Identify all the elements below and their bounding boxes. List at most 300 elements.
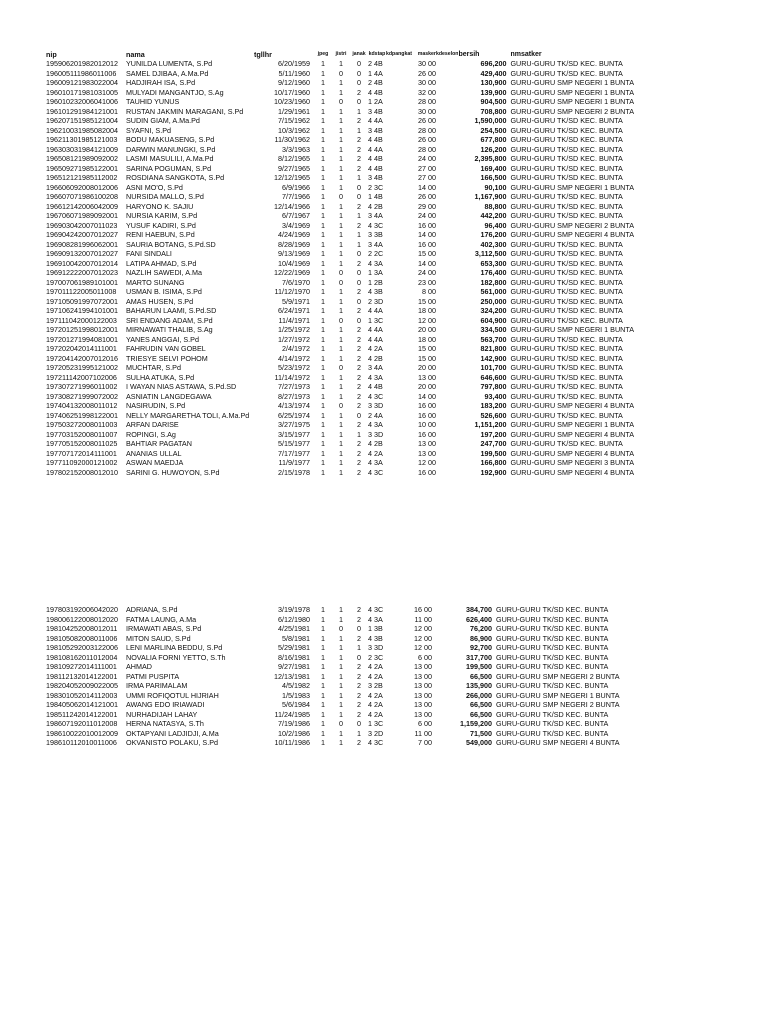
cell-masker: 15 00 [417, 344, 436, 353]
cell-nama: AHMAD [126, 662, 152, 671]
table-row [46, 325, 660, 335]
cell-nip: 196903042007011023 [46, 220, 118, 230]
cell-kdstap-kdpangkat: 2 3D [368, 296, 384, 306]
cell-jistri: 1 [339, 296, 343, 306]
cell-kdstap-kdpangkat: 4 4B [368, 382, 383, 391]
cell-nip: 197201271994081001 [46, 334, 118, 344]
table-row [46, 192, 660, 202]
cell-masker: 20 00 [417, 382, 436, 391]
cell-kdeselon [432, 719, 444, 729]
table-row [46, 240, 660, 250]
cell-nmsatker: GURU-GURU TK/SD KEC. BUNTA [496, 633, 609, 643]
cell-kdeselon [436, 439, 459, 449]
cell-nmsatker: GURU-GURU TK/SD KEC. BUNTA [496, 681, 609, 690]
cell-jpeg: 1 [321, 277, 325, 287]
cell-janak: 2 [357, 633, 361, 643]
cell-janak: 0 [357, 624, 361, 633]
cell-masker: 18 00 [417, 306, 436, 315]
cell-janak: 0 [357, 97, 361, 106]
cell-nmsatker: GURU-GURU TK/SD KEC. BUNTA [510, 277, 623, 287]
cell-kdeselon [436, 192, 459, 202]
cell-masker: 8 00 [421, 287, 436, 296]
cell-janak: 1 [357, 239, 361, 249]
cell-jpeg: 1 [321, 671, 325, 681]
cell-nip: 197711092000121002 [46, 458, 118, 467]
cell-janak: 2 [357, 662, 361, 671]
cell-janak: 2 [357, 287, 361, 296]
cell-janak: 2 [357, 154, 361, 163]
cell-nmsatker: GURU-GURU TK/SD KEC. BUNTA [510, 154, 623, 163]
cell-nmsatker: GURU-GURU TK/SD KEC. BUNTA [510, 173, 623, 182]
cell-nmsatker: GURU-GURU TK/SD KEC. BUNTA [510, 287, 623, 296]
cell-kdstap-kdpangkat: 1 4A [368, 68, 383, 78]
cell-jpeg: 1 [321, 135, 325, 144]
cell-kdstap-kdpangkat: 4 2A [368, 662, 383, 671]
header-nmsatker: nmsatker [510, 51, 542, 58]
cell-nmsatker: GURU-GURU TK/SD KEC. BUNTA [510, 249, 623, 258]
cell-janak: 2 [357, 401, 361, 410]
cell-kdeselon [432, 624, 444, 634]
cell-jistri: 1 [339, 116, 343, 125]
cell-nama: SUDIN GIAM, A.Ma.Pd [126, 116, 200, 125]
cell-tgllhr: 5/29/1981 [278, 643, 310, 652]
table-row [46, 662, 646, 672]
cell-nmsatker: GURU-GURU TK/SD KEC. BUNTA [510, 211, 623, 220]
cell-jpeg: 1 [321, 372, 325, 382]
cell-nmsatker: GURU-GURU SMP NEGERI 2 BUNTA [510, 106, 634, 116]
cell-nama: MITON SAUD, S.Pd [126, 633, 191, 643]
cell-nip: 196607071986100208 [46, 192, 118, 201]
cell-jpeg: 1 [321, 738, 325, 747]
cell-kdeselon [432, 691, 444, 701]
header-kdpangkat: kdpangkat [386, 51, 412, 57]
cell-bersih: 821,800 [480, 344, 507, 353]
cell-janak: 2 [357, 220, 361, 230]
cell-jpeg: 1 [321, 325, 325, 334]
cell-nip: 196912222007012023 [46, 268, 118, 277]
header-nama: nama [126, 50, 145, 59]
cell-nip: 198108162011012004 [46, 652, 118, 662]
cell-jistri: 1 [339, 173, 343, 182]
cell-masker: 24 00 [417, 154, 436, 163]
cell-kdstap-kdpangkat: 2 4A [368, 410, 383, 420]
cell-nmsatker: GURU-GURU SMP NEGERI 2 BUNTA [510, 220, 634, 230]
table-row [46, 700, 646, 710]
cell-nmsatker: GURU-GURU TK/SD KEC. BUNTA [510, 353, 623, 363]
cell-tgllhr: 10/17/1960 [274, 87, 310, 97]
cell-masker: 13 00 [414, 690, 432, 700]
cell-jpeg: 1 [321, 709, 325, 719]
cell-nama: ANANIAS ULLAL [126, 448, 182, 458]
cell-nama: PATMI PUSPITA [126, 671, 180, 681]
cell-jpeg: 1 [321, 249, 325, 258]
cell-nama: SULHA ATUKA, S.Pd [126, 372, 195, 382]
cell-kdstap-kdpangkat: 4 3A [368, 614, 383, 624]
cell-janak: 0 [357, 182, 361, 192]
cell-masker: 27 00 [417, 173, 436, 182]
cell-nmsatker: GURU-GURU TK/SD KEC. BUNTA [510, 258, 623, 268]
cell-janak: 2 [357, 334, 361, 344]
cell-nip: 196612142006042009 [46, 201, 118, 211]
cell-nip: 197307271996011002 [46, 382, 118, 391]
cell-nip: 196509271985122001 [46, 163, 118, 173]
cell-janak: 1 [357, 230, 361, 239]
cell-kdeselon [436, 363, 459, 373]
cell-jpeg: 1 [321, 633, 325, 643]
cell-nmsatker: GURU-GURU TK/SD KEC. BUNTA [510, 296, 623, 306]
cell-masker: 12 00 [414, 624, 432, 633]
table-row [46, 672, 646, 682]
cell-tgllhr: 1/5/1983 [282, 690, 310, 700]
cell-nama: LATIPA AHMAD, S.Pd [126, 258, 197, 268]
cell-kdeselon [436, 135, 459, 145]
cell-nmsatker: GURU-GURU TK/SD KEC. BUNTA [496, 709, 609, 719]
cell-masker: 14 00 [417, 258, 436, 268]
cell-kdstap-kdpangkat: 4 2B [368, 353, 383, 363]
cell-tgllhr: 11/4/1971 [278, 315, 310, 325]
cell-nama: MIRNAWATI THALIB, S.Ag [126, 325, 213, 334]
cell-nip: 196210031985082004 [46, 125, 118, 135]
cell-tgllhr: 4/14/1972 [278, 353, 310, 363]
cell-jpeg: 1 [321, 287, 325, 296]
cell-nip: 196909132007012027 [46, 249, 118, 258]
cell-kdstap-kdpangkat: 3 4B [368, 173, 383, 182]
cell-masker: 16 00 [417, 410, 436, 420]
cell-nip: 196706071989092001 [46, 211, 118, 220]
cell-jpeg: 1 [321, 681, 325, 690]
cell-masker: 16 00 [417, 467, 436, 477]
cell-jpeg: 1 [321, 315, 325, 325]
cell-nama: ASNIATIN LANGDEGAWA [126, 391, 212, 401]
cell-masker: 28 00 [417, 97, 436, 106]
cell-jistri: 1 [339, 439, 343, 448]
cell-nmsatker: GURU-GURU TK/SD KEC. BUNTA [510, 372, 623, 382]
cell-kdstap-kdpangkat: 2 4B [368, 78, 383, 87]
cell-nip: 198204052009022005 [46, 681, 118, 690]
cell-bersih: 604,900 [480, 315, 507, 325]
cell-kdeselon [436, 78, 459, 88]
cell-jistri: 1 [339, 353, 343, 363]
cell-nama: YUSUF KADIRI, S.Pd [126, 220, 196, 230]
cell-nip: 197204142007012016 [46, 353, 118, 363]
cell-bersih: 66,500 [470, 700, 492, 709]
table-row [46, 287, 660, 297]
cell-kdstap-kdpangkat: 4 4A [368, 144, 383, 154]
cell-nmsatker: GURU-GURU TK/SD KEC. BUNTA [510, 410, 623, 420]
cell-masker: 6 00 [418, 652, 432, 662]
cell-jpeg: 1 [321, 614, 325, 624]
cell-kdeselon [432, 738, 444, 748]
cell-nama: NURSIDA MALLO, S.Pd [126, 192, 204, 201]
cell-tgllhr: 6/9/1966 [282, 182, 310, 192]
cell-nmsatker: GURU-GURU TK/SD KEC. BUNTA [510, 382, 623, 391]
cell-kdeselon [436, 468, 459, 478]
cell-nama: LENI MARLINA BEDDU, S.Pd [126, 643, 223, 652]
cell-jpeg: 1 [321, 458, 325, 467]
cell-jpeg: 1 [321, 391, 325, 401]
cell-jistri: 1 [339, 662, 343, 671]
cell-jpeg: 1 [321, 116, 325, 125]
cell-kdeselon [436, 268, 459, 278]
cell-kdstap-kdpangkat: 4 4A [368, 116, 383, 125]
cell-jistri: 0 [339, 97, 343, 106]
cell-kdstap-kdpangkat: 4 3C [368, 605, 384, 614]
cell-janak: 2 [357, 690, 361, 700]
cell-kdeselon [436, 240, 459, 250]
cell-masker: 15 00 [417, 296, 436, 306]
cell-nip: 197202042014111001 [46, 344, 117, 353]
cell-nip: 197308271999072002 [46, 391, 118, 401]
cell-jpeg: 1 [321, 182, 325, 192]
table-row [46, 643, 646, 653]
table-row [46, 221, 660, 231]
cell-kdeselon [436, 411, 459, 421]
table-row [46, 154, 660, 164]
cell-kdstap-kdpangkat: 1 2B [368, 277, 383, 287]
cell-kdeselon [436, 211, 459, 221]
cell-janak: 2 [357, 306, 361, 315]
cell-nama: NASIRUDIN, S.Pd [126, 401, 186, 410]
cell-jistri: 1 [339, 230, 343, 239]
cell-tgllhr: 4/24/1969 [278, 230, 310, 239]
cell-masker: 12 00 [414, 643, 432, 652]
cell-kdeselon [432, 643, 444, 653]
cell-tgllhr: 1/27/1972 [278, 334, 310, 344]
cell-nmsatker: GURU-GURU SMP NEGERI 1 BUNTA [510, 87, 634, 97]
cell-nmsatker: GURU-GURU SMP NEGERI 4 BUNTA [496, 738, 620, 747]
cell-bersih: 101,700 [480, 363, 507, 372]
cell-nmsatker: GURU-GURU TK/SD KEC. BUNTA [510, 268, 623, 277]
cell-nmsatker: GURU-GURU TK/SD KEC. BUNTA [496, 728, 609, 738]
employee-table-top [46, 50, 660, 477]
table-row [46, 439, 660, 449]
cell-masker: 11 00 [414, 728, 432, 738]
cell-janak: 2 [357, 87, 361, 97]
table-row [46, 230, 660, 240]
cell-bersih: 71,500 [470, 728, 492, 738]
cell-nama: NOVALIA FORNI YETTO, S.Th [126, 652, 226, 662]
cell-nip: 198105082008011006 [46, 633, 118, 643]
cell-kdstap-kdpangkat: 4 2A [368, 690, 383, 700]
cell-jistri: 1 [339, 239, 343, 249]
cell-kdstap-kdpangkat: 4 4B [368, 154, 383, 163]
cell-bersih: 96,400 [484, 220, 507, 230]
cell-masker: 14 00 [417, 391, 436, 401]
table-row [46, 335, 660, 345]
cell-janak: 0 [357, 652, 361, 662]
cell-nama: ROPINGI, S.Ag [126, 429, 176, 439]
cell-jistri: 1 [339, 410, 343, 420]
cell-jpeg: 1 [321, 467, 325, 477]
cell-tgllhr: 7/15/1962 [278, 116, 310, 125]
cell-bersih: 696,200 [480, 59, 507, 68]
cell-bersih: 626,400 [466, 614, 492, 624]
cell-jistri: 1 [339, 652, 343, 662]
cell-nip: 197705152008011025 [46, 439, 118, 448]
cell-jpeg: 1 [321, 97, 325, 106]
cell-kdeselon [432, 729, 444, 739]
cell-kdeselon [436, 306, 459, 316]
cell-masker: 24 00 [417, 211, 436, 220]
cell-jpeg: 1 [321, 652, 325, 662]
cell-tgllhr: 3/19/1978 [278, 605, 310, 614]
cell-jistri: 1 [339, 201, 343, 211]
cell-bersih: 130,900 [480, 78, 507, 87]
table-row [46, 681, 646, 691]
cell-jpeg: 1 [321, 401, 325, 410]
cell-janak: 0 [357, 249, 361, 258]
cell-nmsatker: GURU-GURU SMP NEGERI 1 BUNTA [510, 182, 634, 192]
cell-jistri: 1 [339, 258, 343, 268]
cell-tgllhr: 10/11/1986 [274, 738, 310, 747]
cell-bersih: 126,200 [480, 144, 507, 154]
cell-tgllhr: 7/17/1977 [278, 448, 310, 458]
cell-nip: 198610112010011006 [46, 738, 117, 747]
cell-bersih: 1,159,200 [460, 719, 492, 728]
cell-jistri: 1 [339, 334, 343, 344]
table-row [46, 401, 660, 411]
cell-kdstap-kdpangkat: 4 3A [368, 258, 383, 268]
cell-nmsatker: GURU-GURU SMP NEGERI 4 BUNTA [510, 230, 634, 239]
cell-kdstap-kdpangkat: 4 3A [368, 420, 383, 429]
cell-nmsatker: GURU-GURU SMP NEGERI 4 BUNTA [510, 467, 634, 477]
cell-nama: MULYADI MANGANTJO, S.Ag [126, 87, 224, 97]
cell-tgllhr: 6/20/1959 [278, 59, 310, 68]
cell-jistri: 1 [339, 163, 343, 173]
cell-tgllhr: 9/27/1965 [278, 163, 310, 173]
table-row [46, 306, 660, 316]
cell-kdstap-kdpangkat: 1 3B [368, 624, 383, 633]
cell-tgllhr: 8/27/1973 [278, 391, 310, 401]
cell-masker: 28 00 [417, 125, 436, 135]
cell-jistri: 1 [339, 154, 343, 163]
cell-nama: AWANG EDO IRIAWADI [126, 700, 205, 709]
cell-kdstap-kdpangkat: 4 3B [368, 633, 383, 643]
cell-bersih: 142,900 [480, 353, 507, 363]
cell-nama: SARINI G. HUWOYON, S.Pd [126, 467, 220, 477]
cell-tgllhr: 3/3/1963 [282, 144, 310, 154]
cell-jistri: 0 [339, 192, 343, 201]
cell-masker: 15 00 [417, 353, 436, 363]
cell-nip: 198511242014122001 [46, 709, 118, 719]
cell-tgllhr: 4/25/1981 [278, 624, 310, 633]
cell-jpeg: 1 [321, 662, 325, 671]
cell-jistri: 1 [339, 700, 343, 709]
table-row [46, 145, 660, 155]
cell-nama: NURHADIJAH LAHAY [126, 709, 198, 719]
cell-bersih: 1,167,900 [474, 192, 507, 201]
table-row [46, 107, 660, 117]
cell-jistri: 1 [339, 671, 343, 681]
cell-jistri: 1 [339, 87, 343, 97]
cell-tgllhr: 6/7/1967 [282, 211, 310, 220]
cell-janak: 2 [357, 681, 361, 690]
cell-nip: 197007061989101001 [46, 277, 118, 287]
cell-masker: 18 00 [417, 334, 436, 344]
cell-masker: 27 00 [417, 163, 436, 173]
table-row [46, 710, 646, 720]
cell-kdeselon [436, 249, 459, 259]
cell-janak: 2 [357, 344, 361, 353]
table-row [46, 420, 660, 430]
cell-nama: FANI SINDALI [126, 249, 172, 258]
cell-bersih: 92,700 [470, 643, 492, 652]
cell-jistri: 1 [339, 306, 343, 315]
cell-bersih: 139,900 [480, 87, 507, 97]
cell-janak: 2 [357, 135, 361, 144]
cell-nip: 196101291984121001 [46, 106, 118, 116]
cell-jpeg: 1 [321, 230, 325, 239]
cell-nama: AMAS HUSEN, S.Pd [126, 296, 194, 306]
cell-nip: 198006122008012020 [46, 614, 118, 624]
cell-tgllhr: 5/23/1972 [278, 363, 310, 372]
cell-jistri: 0 [339, 268, 343, 277]
cell-kdeselon [436, 287, 459, 297]
cell-masker: 29 00 [417, 201, 436, 211]
cell-nip: 198610022010012009 [46, 728, 118, 738]
cell-bersih: 192,900 [480, 467, 507, 477]
cell-nmsatker: GURU-GURU TK/SD KEC. BUNTA [496, 662, 609, 671]
cell-jpeg: 1 [321, 268, 325, 277]
cell-masker: 13 00 [414, 671, 432, 681]
cell-nip: 197404132008011012 [46, 401, 118, 410]
cell-jistri: 1 [339, 220, 343, 230]
cell-masker: 28 00 [417, 144, 436, 154]
cell-tgllhr: 8/16/1981 [278, 652, 310, 662]
cell-masker: 16 00 [417, 239, 436, 249]
cell-kdeselon [432, 615, 444, 625]
cell-bersih: 199,500 [480, 448, 507, 458]
cell-nmsatker: GURU-GURU TK/SD KEC. BUNTA [496, 624, 609, 633]
cell-jpeg: 1 [321, 211, 325, 220]
cell-bersih: 93,400 [484, 391, 507, 401]
cell-bersih: 708,800 [480, 106, 507, 116]
cell-kdstap-kdpangkat: 4 3C [368, 738, 384, 747]
cell-janak: 2 [357, 467, 361, 477]
cell-masker: 10 00 [417, 420, 436, 429]
cell-kdstap-kdpangkat: 3 3D [368, 429, 384, 439]
cell-kdeselon [436, 126, 459, 136]
header-kdstap: kdstap [368, 51, 386, 57]
cell-nmsatker: GURU-GURU TK/SD KEC. BUNTA [510, 439, 623, 448]
cell-janak: 0 [357, 68, 361, 78]
cell-jistri: 0 [339, 68, 343, 78]
cell-tgllhr: 11/14/1972 [274, 372, 310, 382]
header-bersih: bersih [458, 51, 480, 58]
cell-kdeselon [436, 116, 459, 126]
cell-kdeselon [436, 164, 459, 174]
cell-nmsatker: GURU-GURU TK/SD KEC. BUNTA [510, 344, 623, 353]
cell-tgllhr: 10/3/1962 [278, 125, 310, 135]
cell-masker: 14 00 [417, 230, 436, 239]
cell-nmsatker: GURU-GURU TK/SD KEC. BUNTA [510, 125, 623, 135]
table-row [46, 392, 660, 402]
cell-bersih: 183,200 [480, 401, 507, 410]
cell-bersih: 197,200 [480, 429, 507, 439]
cell-janak: 0 [357, 59, 361, 68]
cell-masker: 20 00 [417, 363, 436, 372]
cell-masker: 12 00 [417, 458, 436, 467]
cell-bersih: 563,700 [480, 334, 507, 344]
cell-kdstap-kdpangkat: 1 3C [368, 315, 384, 325]
cell-tgllhr: 2/4/1972 [282, 344, 310, 353]
cell-bersih: 797,800 [480, 382, 507, 391]
cell-janak: 2 [357, 116, 361, 125]
cell-janak: 2 [357, 363, 361, 372]
table-row [46, 97, 660, 107]
cell-kdstap-kdpangkat: 4 3C [368, 220, 384, 230]
cell-jistri: 1 [339, 614, 343, 624]
